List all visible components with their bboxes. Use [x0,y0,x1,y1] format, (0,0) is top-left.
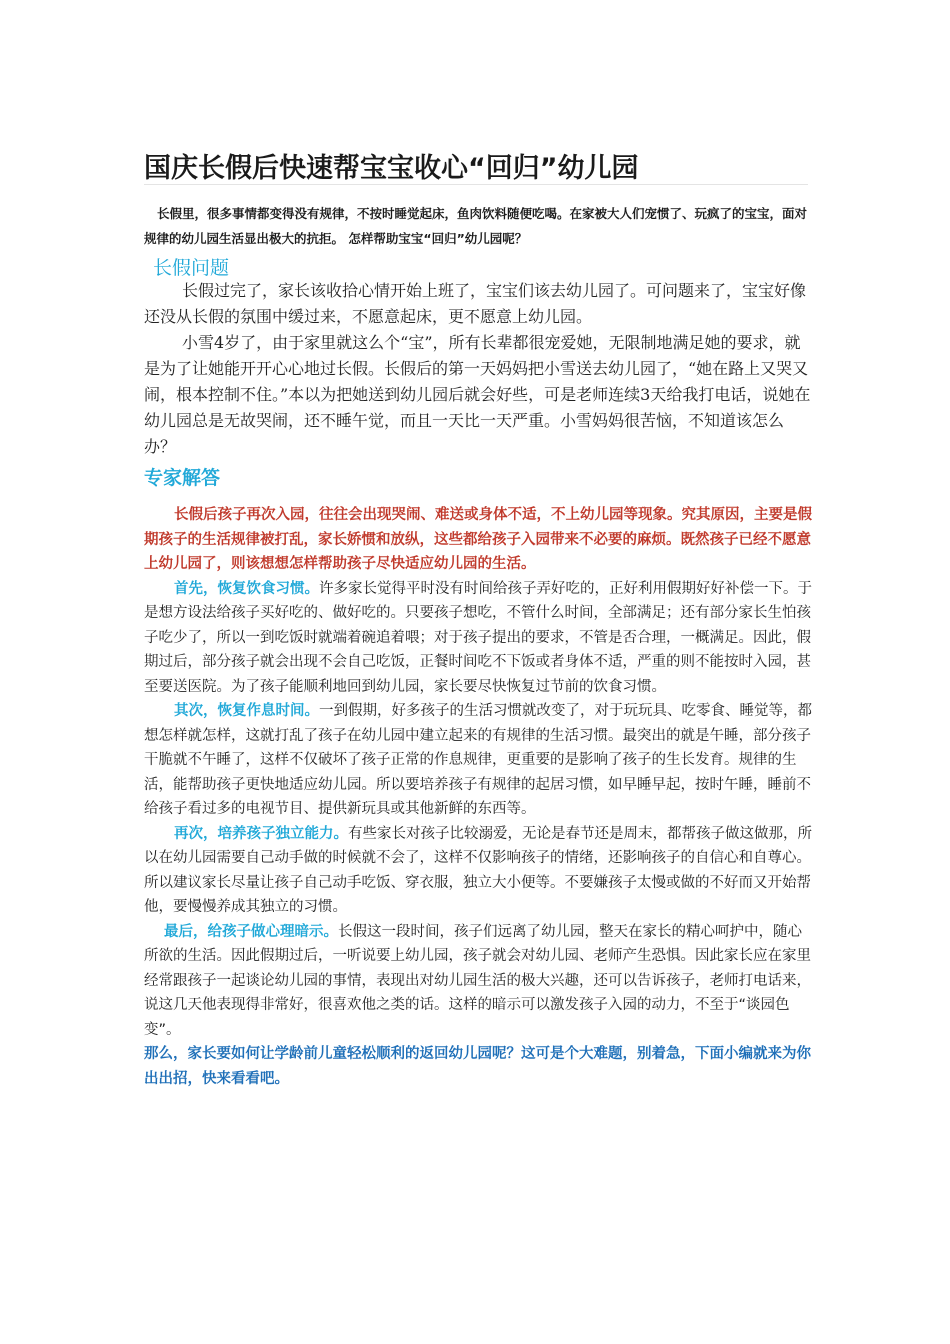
tip-lead: 其次，恢复作息时间。 [174,703,319,719]
closing-paragraph: 那么，家长要如何让学龄前儿童轻松顺利的返回幼儿园呢？这可是个大难题，别着急，下面小编就来为你出出招，快来看看吧。 [144,1046,811,1087]
expert-section-body [144,503,812,1091]
tip-text: 许多家长觉得平时没有时间给孩子弄好吃的，正好利用假期好好补偿一下。于是想方设法给孩子买好吃的、做好吃的。只要孩子想吃，不管什么时间，全部满足；还有部分家长生怕孩子吃少了，所以一到吃饭时就端着碗追着喂；对于孩子提出的要求，不管是否合理，一概满足。因此，假期过后，部分孩子就会出现不会自己吃饭，正餐时间吃不下饭或者身体不适，严重的则不能按时入园，甚至要送医院。为了孩子能顺利地回到幼儿园，家长要尽快恢复过节前的饮食习惯。 [144,580,812,695]
tip-text: 长假这一段时间，孩子们远离了幼儿园，整天在家长的精心呵护中，随心所欲的生活。因此假期过后，一听说要上幼儿园，孩子就会对幼儿园、老师产生恐惧。因此家长应在家里经常跟孩子一起谈论幼儿园的事情，表现出对幼儿园生活的极大兴趣，还可以告诉孩子，老师打电话来，说这几天他表现得非常好，很喜欢他之类的话。这样的暗示可以激发孩子入园的动力，不至于“谈园色变”。 [144,923,811,1038]
tip-text: 一到假期，好多孩子的生活习惯就改变了，对于玩玩具、吃零食、睡觉等，都想怎样就怎样，这就打乱了孩子在幼儿园中建立起来的有规律的生活习惯。最突出的就是午睡，部分孩子干脆就不午睡了，这样不仅破坏了孩子正常的作息规律，更重要的是影响了孩子的生长发育。规律的生活，能帮助孩子更快地适应幼儿园。所以要培养孩子有规律的起居习惯，如早睡早起，按时午睡，睡前不给孩子看过多的电视节目、提供新玩具或其他新鲜的东西等。 [144,703,812,817]
problem-section-body [144,278,814,460]
problem-paragraph: 长假过完了，家长该收拾心情开始上班了，宝宝们该去幼儿园了。可问题来了，宝宝好像还没从长假的氛围中缓过来，不愿意起床，更不愿意上幼儿园。 [144,281,807,326]
tip-paragraph [144,699,812,822]
tip-lead: 最后，给孩子做心理暗示。 [164,923,338,940]
tip-lead: 首先，恢复饮食习惯。 [174,580,319,597]
article-title: 国庆长假后快速帮宝宝收心“回归”幼儿园 [144,153,639,185]
section-heading-expert: 专家解答 [144,467,221,489]
section-heading-problem: 长假问题 [153,257,230,279]
title-divider [144,184,808,185]
tip-text: 有些家长对孩子比较溺爱，无论是春节还是周末，都帮孩子做这做那，所以在幼儿园需要自己动手做的时候就不会了，这样不仅影响孩子的情绪，还影响孩子的自信心和自尊心。所以建议家长尽量让孩子自己动手吃饭、穿衣服，独立大小便等。不要嫌孩子太慢或做的不好而又开始帮他，要慢慢养成其独立的习惯。 [144,825,812,915]
expert-summary: 长假后孩子再次入园，往往会出现哭闹、难送或身体不适，不上幼儿园等现象。究其原因，主要是假期孩子的生活规律被打乱，家长娇惯和放纵，这些都给孩子入园带来不必要的麻烦。既然孩子已经不愿意上幼儿园了，则该想想怎样帮助孩子尽快适应幼儿园的生活。 [144,507,812,572]
tip-paragraph [144,822,812,920]
tip-paragraph [144,577,812,700]
tip-paragraph [144,920,812,1043]
problem-paragraph: 小雪4岁了，由于家里就这么个“宝”，所有长辈都很宠爱她，无限制地满足她的要求，就是为了让她能开开心心地过长假。长假后的第一天妈妈把小雪送去幼儿园了，“她在路上又哭又闹，根本控制不住。”本以为把她送到幼儿园后就会好些，可是老师连续3天给我打电话，说她在幼儿园总是无故哭闹，还不睡午觉，而且一天比一天严重。小雪妈妈很苦恼，不知道该怎么办？ [144,333,811,456]
tip-lead: 再次，培养孩子独立能力。 [174,825,348,842]
article-intro: 长假里，很多事情都变得没有规律，不按时睡觉起床，鱼肉饮料随便吃喝。在家被大人们宠惯了、玩疯了的宝宝，面对规律的幼儿园生活显出极大的抗拒。 怎样帮助宝宝“回归”幼儿园呢？ [144,206,808,246]
